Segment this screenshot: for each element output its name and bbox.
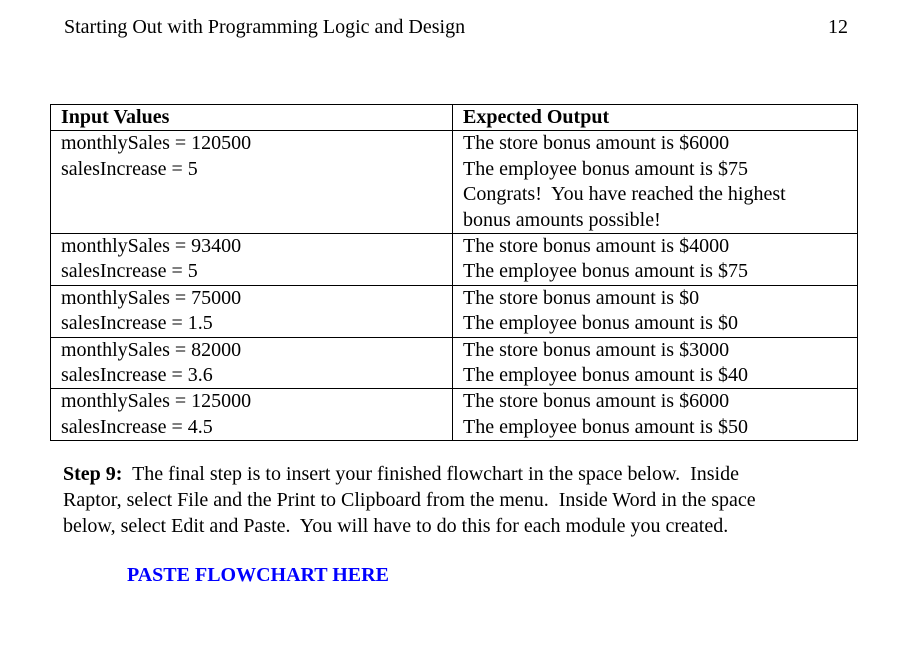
table-row [51,131,858,234]
column-header-input-values: Input Values [51,105,453,131]
step-9-line [63,461,863,487]
input-line: salesIncrease = 3.6 [61,364,213,387]
input-line: salesIncrease = 1.5 [61,312,213,335]
output-line: The employee bonus amount is $50 [463,415,748,438]
output-line: Congrats! You have reached the highest [463,183,786,206]
expected-output-cell [453,389,858,441]
input-line: monthlySales = 75000 [61,286,242,309]
step-9-line: below, select Edit and Paste. You will have to do this for each module you created. [63,515,729,537]
input-line: salesIncrease = 5 [61,260,198,283]
step-9-text: The final step is to insert your finished flowchart in the space below. Inside [122,463,739,485]
table-row [51,234,858,286]
output-line: The employee bonus amount is $75 [463,260,748,283]
page-header [64,14,848,40]
expected-output-cell [453,234,858,286]
output-line: The employee bonus amount is $0 [463,312,738,335]
output-line: The store bonus amount is $6000 [463,390,730,413]
input-line: salesIncrease = 5 [61,157,198,180]
output-line: The employee bonus amount is $40 [463,364,748,387]
table-row [51,389,858,441]
expected-output-cell [453,131,858,234]
output-line: bonus amounts possible! [463,208,661,231]
table-row [51,285,858,337]
output-line: The store bonus amount is $3000 [463,338,730,361]
output-line: The employee bonus amount is $75 [463,157,748,180]
input-values-cell [51,389,453,441]
expected-output-cell [453,337,858,389]
test-values-table [50,104,858,441]
book-title: Starting Out with Programming Logic and Design [64,16,466,38]
input-line: monthlySales = 120500 [61,132,252,155]
step-9-instructions [63,461,863,539]
input-values-cell [51,337,453,389]
step-9-label: Step 9: [63,463,123,485]
step-9-line: Raptor, select File and the Print to Clipboard from the menu. Inside Word in the space [63,489,756,511]
paste-flowchart-placeholder: PASTE FLOWCHART HERE [127,564,389,586]
output-line: The store bonus amount is $6000 [463,132,730,155]
table-row [51,337,858,389]
input-line: monthlySales = 125000 [61,390,252,413]
input-line: salesIncrease = 4.5 [61,415,213,438]
column-header-expected-output: Expected Output [453,105,858,131]
output-line: The store bonus amount is $4000 [463,235,730,258]
page-number: 12 [828,16,848,38]
input-values-cell [51,131,453,234]
input-values-cell [51,234,453,286]
input-line: monthlySales = 93400 [61,235,242,258]
expected-output-cell [453,285,858,337]
output-line: The store bonus amount is $0 [463,286,700,309]
input-line: monthlySales = 82000 [61,338,242,361]
table-header-row [51,105,858,131]
input-values-cell [51,285,453,337]
